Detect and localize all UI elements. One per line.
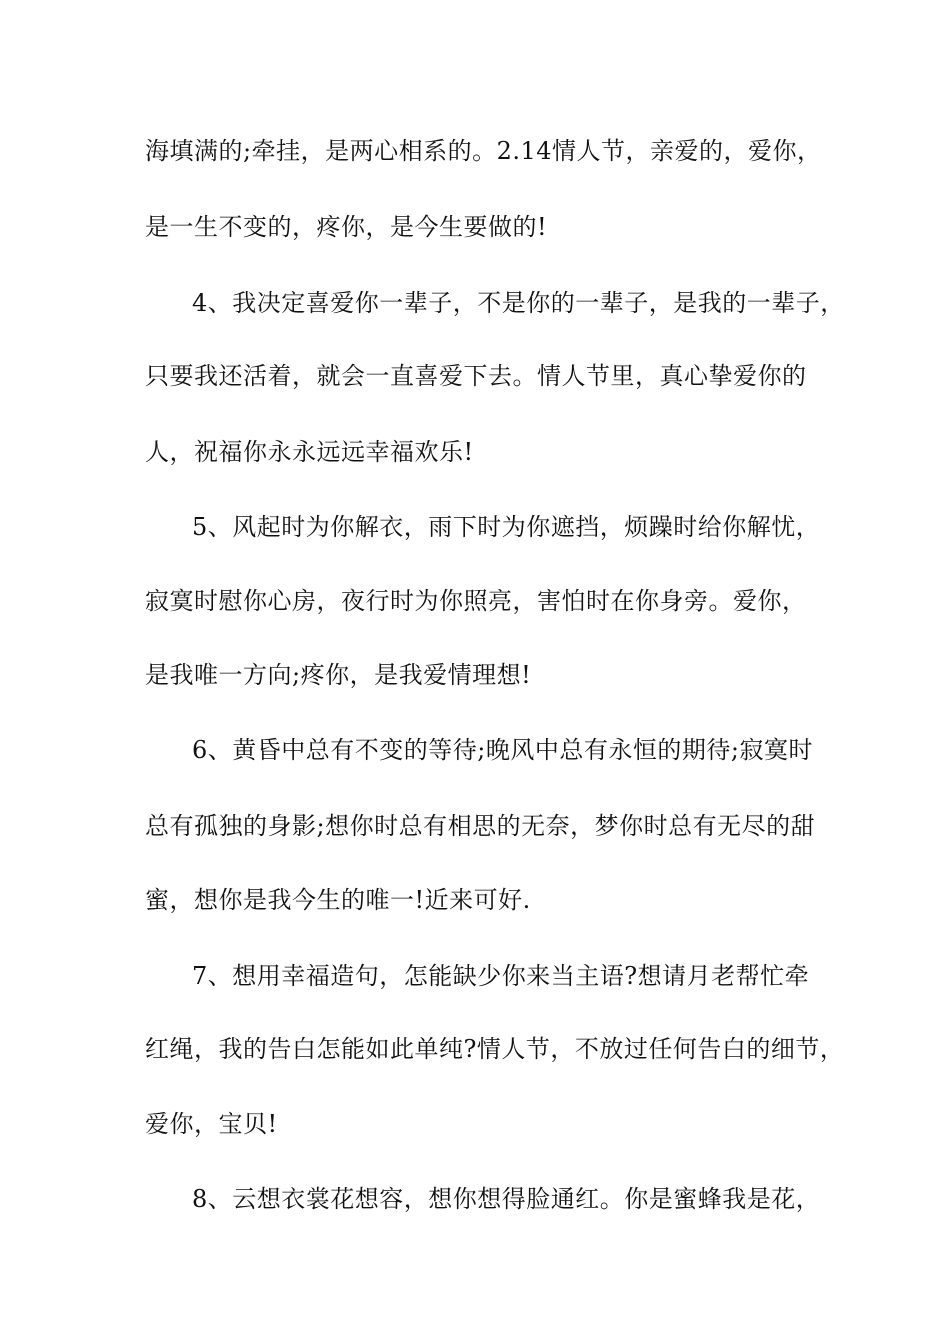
text-line: 是一生不变的，疼你，是今生要做的!: [145, 213, 548, 241]
paragraph-7-line: 7、想用幸福造句，怎能缺少你来当主语?想请月老帮忙牵: [192, 962, 810, 990]
text-line: 是我唯一方向;疼你，是我爱情理想!: [145, 661, 532, 689]
paragraph-4-line: 4、我决定喜爱你一辈子，不是你的一辈子，是我的一辈子，: [192, 289, 845, 317]
text-line: 人，祝福你永永远远幸福欢乐!: [145, 438, 474, 466]
text-line: 只要我还活着，就会一直喜爱下去。情人节里，真心挚爱你的: [145, 362, 807, 390]
text-line: 红绳，我的告白怎能如此单纯?情人节，不放过任何告白的细节，: [145, 1035, 845, 1063]
text-line: 总有孤独的身影;想你时总有相思的无奈，梦你时总有无尽的甜: [145, 812, 816, 840]
text-line: 蜜，想你是我今生的唯一!近来可好.: [145, 886, 531, 914]
paragraph-6-line: 6、黄昏中总有不变的等待;晚风中总有永恒的期待;寂寞时: [192, 736, 813, 764]
text-line: 寂寞时慰你心房，夜行时为你照亮，害怕时在你身旁。爱你，: [145, 587, 807, 615]
paragraph-8-line: 8、云想衣裳花想容，想你想得脸通红。你是蜜蜂我是花，: [192, 1185, 821, 1213]
paragraph-5-line: 5、风起时为你解衣，雨下时为你遮挡，烦躁时给你解忧，: [192, 513, 821, 541]
text-line: 爱你，宝贝!: [145, 1110, 278, 1138]
text-line: 海填满的;牵挂，是两心相系的。2.14情人节，亲爱的，爱你，: [145, 137, 822, 165]
